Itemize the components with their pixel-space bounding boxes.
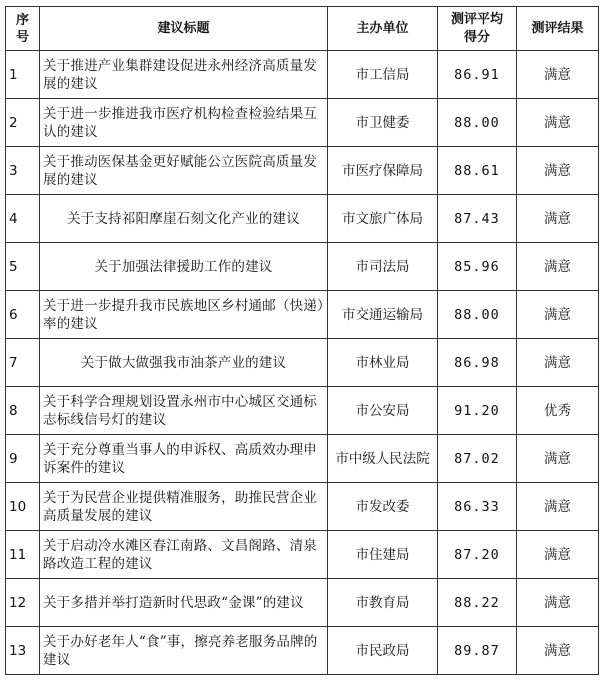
evaluation-result: 满意 [517, 579, 599, 627]
average-score: 86.91 [438, 51, 517, 99]
proposal-title: 关于启动冷水滩区春江南路、文昌阁路、清泉路改造工程的建议 [40, 531, 328, 579]
evaluation-result: 满意 [517, 339, 599, 387]
table-row [6, 147, 599, 195]
proposal-title: 关于为民营企业提供精准服务，助推民营企业高质量发展的建议 [40, 483, 328, 531]
host-unit: 市民政局 [328, 627, 438, 675]
evaluation-result: 满意 [517, 291, 599, 339]
host-unit: 市文旅广体局 [328, 195, 438, 243]
average-score: 87.02 [438, 435, 517, 483]
average-score: 89.87 [438, 627, 517, 675]
proposal-title: 关于推进产业集群建设促进永州经济高质量发展的建议 [40, 51, 328, 99]
proposal-title: 关于科学合理规划设置永州市中心城区交通标志标线信号灯的建议 [40, 387, 328, 435]
host-unit: 市住建局 [328, 531, 438, 579]
average-score: 91.20 [438, 387, 517, 435]
proposal-title: 关于做大做强我市油茶产业的建议 [40, 339, 328, 387]
row-number: 2 [6, 99, 40, 147]
row-number: 1 [6, 51, 40, 99]
header-title: 建议标题 [40, 7, 328, 51]
evaluation-result: 满意 [517, 147, 599, 195]
evaluation-table [5, 6, 599, 675]
table-row [6, 435, 599, 483]
evaluation-result: 满意 [517, 531, 599, 579]
evaluation-result: 满意 [517, 195, 599, 243]
header-score: 测评平均 得分 [438, 7, 517, 51]
row-number: 5 [6, 243, 40, 291]
header-unit: 主办单位 [328, 7, 438, 51]
evaluation-result: 满意 [517, 483, 599, 531]
table-row [6, 627, 599, 675]
average-score: 88.00 [438, 99, 517, 147]
table-row [6, 339, 599, 387]
row-number: 12 [6, 579, 40, 627]
host-unit: 市公安局 [328, 387, 438, 435]
average-score: 88.61 [438, 147, 517, 195]
average-score: 86.33 [438, 483, 517, 531]
row-number: 11 [6, 531, 40, 579]
proposal-title: 关于推动医保基金更好赋能公立医院高质量发展的建议 [40, 147, 328, 195]
evaluation-result: 满意 [517, 243, 599, 291]
table-row [6, 387, 599, 435]
host-unit: 市司法局 [328, 243, 438, 291]
table-row [6, 483, 599, 531]
proposal-title: 关于进一步提升我市民族地区乡村通邮（快递）率的建议 [40, 291, 328, 339]
row-number: 4 [6, 195, 40, 243]
host-unit: 市教育局 [328, 579, 438, 627]
proposal-title: 关于多措并举打造新时代思政“金课”的建议 [40, 579, 328, 627]
proposal-title: 关于进一步推进我市医疗机构检查检验结果互认的建议 [40, 99, 328, 147]
row-number: 3 [6, 147, 40, 195]
host-unit: 市林业局 [328, 339, 438, 387]
proposal-title: 关于充分尊重当事人的申诉权、高质效办理申诉案件的建议 [40, 435, 328, 483]
row-number: 7 [6, 339, 40, 387]
row-number: 8 [6, 387, 40, 435]
row-number: 10 [6, 483, 40, 531]
host-unit: 市卫健委 [328, 99, 438, 147]
average-score: 87.43 [438, 195, 517, 243]
row-number: 9 [6, 435, 40, 483]
host-unit: 市交通运输局 [328, 291, 438, 339]
header-row [6, 7, 599, 51]
row-number: 6 [6, 291, 40, 339]
average-score: 86.98 [438, 339, 517, 387]
row-number: 13 [6, 627, 40, 675]
evaluation-result: 满意 [517, 627, 599, 675]
proposal-title: 关于办好老年人“食”事，擦亮养老服务品牌的建议 [40, 627, 328, 675]
evaluation-result: 优秀 [517, 387, 599, 435]
table-row [6, 531, 599, 579]
evaluation-result: 满意 [517, 435, 599, 483]
average-score: 88.22 [438, 579, 517, 627]
table-row [6, 51, 599, 99]
average-score: 85.96 [438, 243, 517, 291]
host-unit: 市中级人民法院 [328, 435, 438, 483]
host-unit: 市发改委 [328, 483, 438, 531]
evaluation-result: 满意 [517, 99, 599, 147]
header-result: 测评结果 [517, 7, 599, 51]
evaluation-result: 满意 [517, 51, 599, 99]
host-unit: 市医疗保障局 [328, 147, 438, 195]
table-row [6, 195, 599, 243]
average-score: 87.20 [438, 531, 517, 579]
average-score: 88.00 [438, 291, 517, 339]
proposal-title: 关于加强法律援助工作的建议 [40, 243, 328, 291]
header-no: 序 号 [6, 7, 40, 51]
table-row [6, 243, 599, 291]
table-row [6, 579, 599, 627]
table-row [6, 99, 599, 147]
table-row [6, 291, 599, 339]
host-unit: 市工信局 [328, 51, 438, 99]
proposal-title: 关于支持祁阳摩崖石刻文化产业的建议 [40, 195, 328, 243]
